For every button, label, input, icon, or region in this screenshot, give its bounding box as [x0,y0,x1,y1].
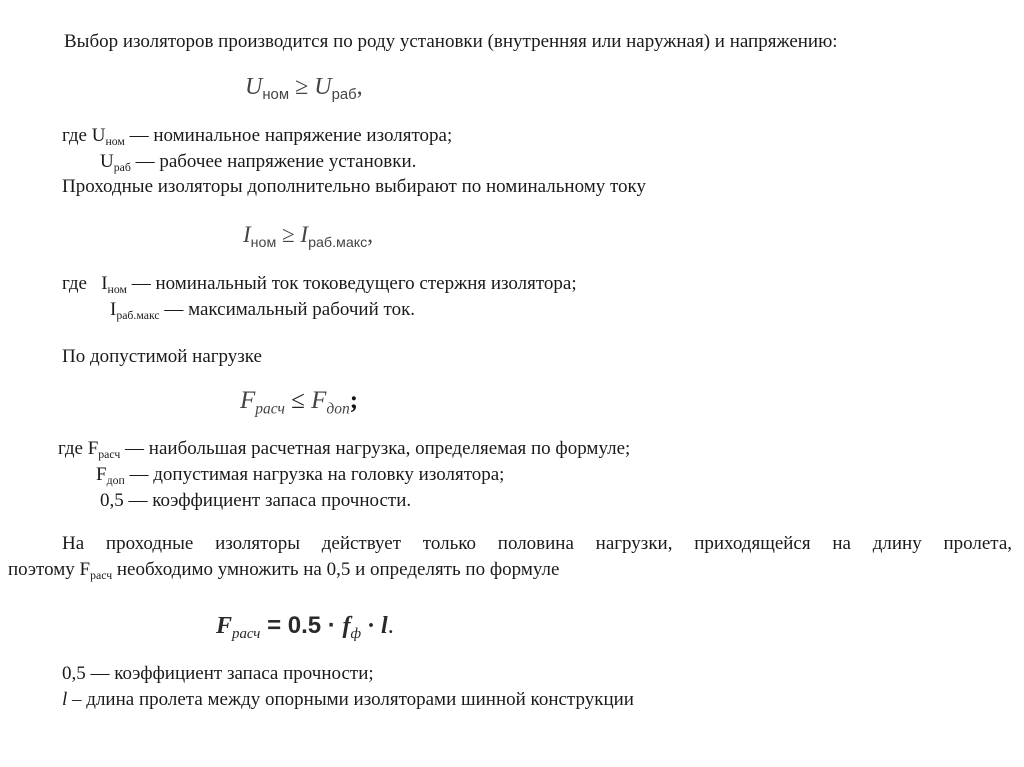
definition-u-nom [62,124,452,148]
paragraph-prefix: поэтому [8,559,80,580]
formula-voltage-relation: ≥ [295,74,309,100]
formula-voltage [245,74,363,103]
subscript-rab: раб [113,161,131,175]
definition-coefficient: 0,5 — коэффициент запаса прочности. [100,490,412,511]
where-label: где [58,438,88,459]
formula-current-lhs-symbol: I [243,222,251,247]
paragraph-line-2 [8,558,559,582]
symbol-u: U [91,125,106,146]
formula-current-relation: ≥ [282,222,295,247]
formula-load [240,387,358,418]
formula-force-l-symbol: l [381,613,388,639]
definition-text: — рабочее напряжение установки. [130,151,417,172]
definition-f-dop [96,463,504,487]
formula-load-tail: ; [349,387,359,414]
formula-current-rhs-symbol: I [300,222,309,247]
formula-load-relation: ≤ [291,387,305,414]
definition-f-rasch [58,437,630,461]
formula-voltage-tail: , [356,74,363,100]
formula-force-lhs-symbol: F [216,613,233,639]
formula-voltage-lhs-symbol: U [245,74,263,100]
subscript-dop: доп [106,474,125,488]
definition-text: — наибольшая расчетная нагрузка, определяемая по формуле; [120,438,631,459]
symbol-i: I [110,299,117,320]
intro-text: Выбор изоляторов производится по роду установки (внутренняя или наружная) и напряжению: [64,31,838,52]
formula-current [243,222,373,251]
paragraph-line-1: На проходные изоляторы действует только половина нагрузки, приходящейся на длину пролета, [62,533,1012,554]
formula-voltage-rhs-symbol: U [314,74,332,100]
definition-i-rab-max [110,298,415,322]
formula-voltage-lhs-sub: ном [262,87,290,104]
symbol-u: U [100,151,114,172]
where-label: где [62,273,102,294]
subscript-rasch: расч [98,448,121,462]
definition-text: — максимальный рабочий ток. [159,299,416,320]
formula-force-tail: . [387,613,394,639]
definition-text: — допустимая нагрузка на головку изолятора; [124,464,505,485]
formula-current-tail: , [367,222,374,247]
paragraph-suffix: необходимо умножить на 0,5 и определять по формуле [112,559,560,580]
symbol-i: I [101,273,108,294]
definition-text: — номинальное напряжение изолятора; [124,125,453,146]
formula-force [216,612,394,643]
formula-current-rhs-sub: раб.макс [308,234,368,251]
footer-length-definition [62,688,634,712]
formula-load-rhs-symbol: F [311,387,327,414]
symbol-f: F [96,464,107,485]
formula-force-f-symbol: f [342,613,351,639]
footer-length-text: – длина пролета между опорными изоляторами шинной конструкции [67,689,634,710]
subscript-rasch: расч [90,569,113,583]
symbol-f: F [79,559,91,580]
symbol-f: F [87,438,99,459]
definition-i-nom [62,272,577,296]
formula-force-dot: · [361,613,382,639]
definition-text: — номинальный ток токоведущего стержня изолятора; [126,273,577,294]
bushing-current-text: Проходные изоляторы дополнительно выбирают по номинальному току [62,176,646,197]
footer-coefficient: 0,5 — коэффициент запаса прочности; [62,663,374,684]
subscript-nom: ном [105,135,125,149]
formula-current-lhs-sub: ном [250,234,277,251]
formula-force-eq: = 0.5 · [260,612,343,639]
formula-force-lhs-sub: расч [232,626,261,643]
formula-load-lhs-sub: расч [255,400,285,418]
formula-load-rhs-sub: доп [326,400,350,418]
formula-force-f-sub: ф [350,626,362,643]
subscript-rab-max: раб.макс [116,309,160,323]
load-heading: По допустимой нагрузке [62,346,262,367]
symbol-l: l [62,689,68,710]
formula-voltage-rhs-sub: раб [331,87,357,104]
subscript-nom: ном [107,283,127,297]
definition-u-rab [100,150,416,174]
where-label: где [62,125,92,146]
formula-load-lhs-symbol: F [240,387,256,414]
